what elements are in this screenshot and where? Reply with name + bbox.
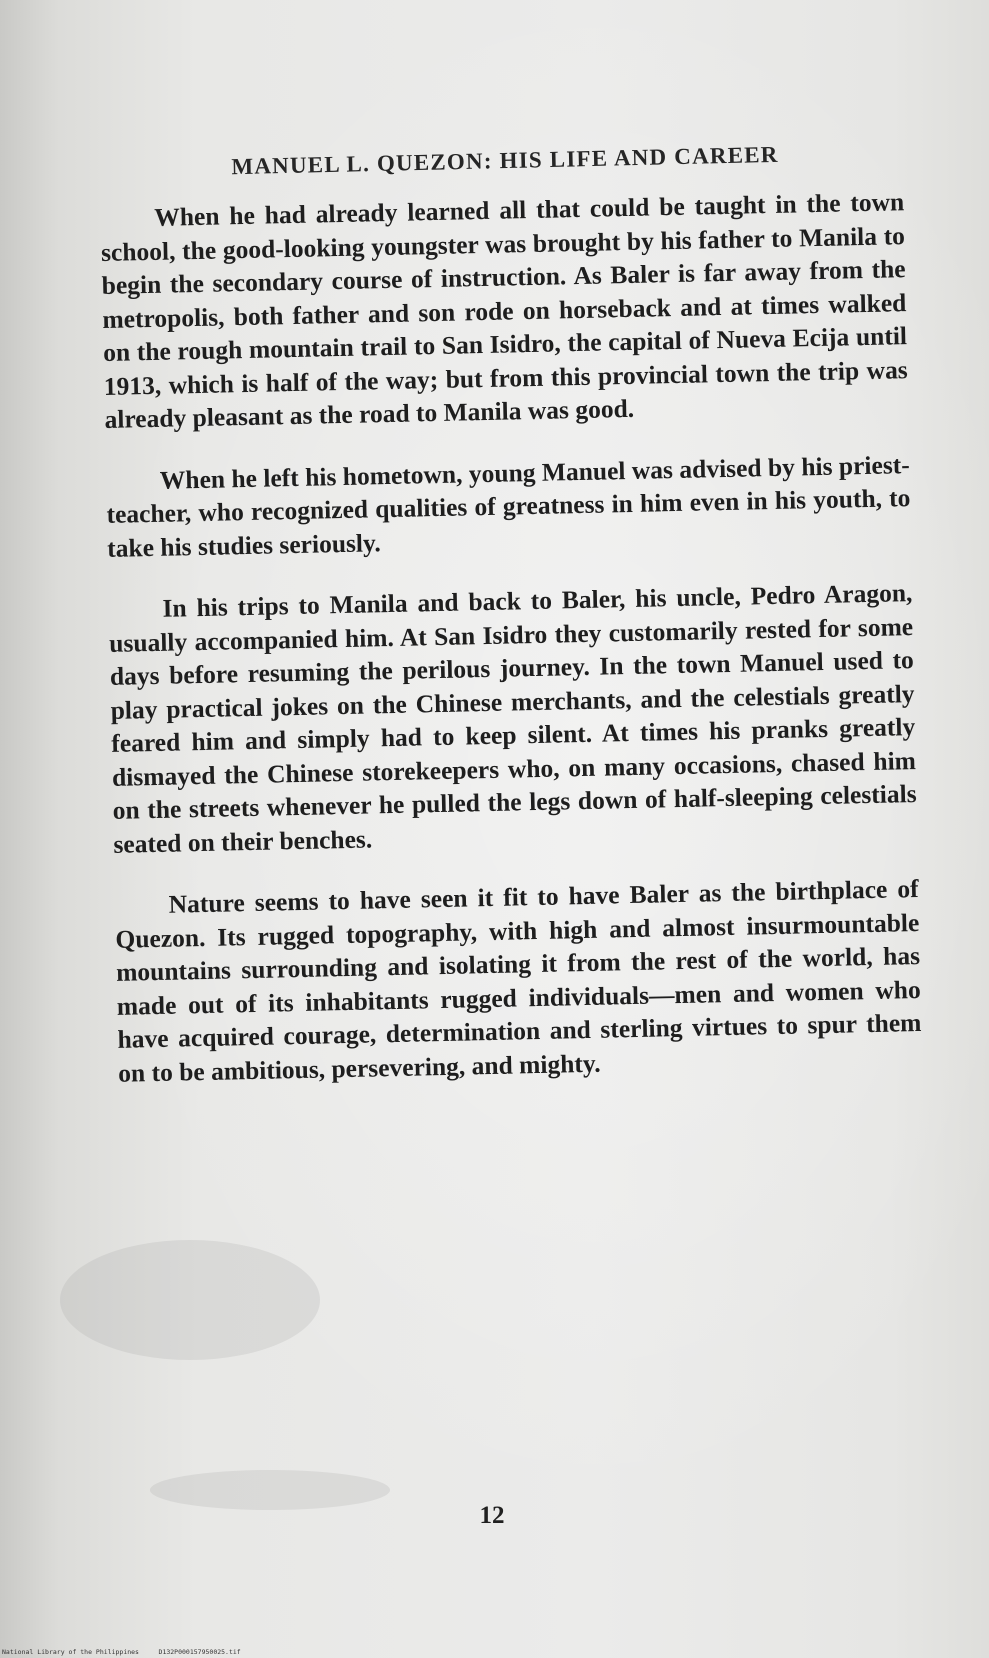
scan-smudge: [150, 1470, 390, 1510]
running-head: MANUEL L. QUEZON: HIS LIFE AND CAREER: [231, 141, 779, 180]
body-text: [100, 185, 923, 1118]
paragraph: In his trips to Manila and back to Baler, his uncle, Pedro Aragon, usually accompanied him. At San Isidro they customarily rested for some days before resuming the perilous journey. In the town Manuel used to play practical jokes on the Chinese merchants, and the celestials greatly feared him and simply had to keep silent. At times his pranks greatly dismayed the Chinese storekeepers who, on many occasions, chased him on the streets whenever he pulled the legs down of half-sleeping celestials seated on their benches.: [108, 578, 917, 859]
paragraph: Nature seems to have seen it fit to have Baler as the birthplace of Quezon. Its rugged topography, with high and almost insurmountable mountains surrounding and isolating it from the rest of the world, has made out of its inhabitants rugged individuals—men and women who have acquired courage, determination and sterling virtues to spur them on to be ambitious, persevering, and mighty.: [115, 874, 922, 1088]
scan-smudge: [60, 1240, 320, 1360]
archive-footer-label: National Library of the Philippines D132P000157950025.tif: [2, 1648, 241, 1656]
page-number: 12: [479, 1502, 505, 1529]
paragraph: When he had already learned all that could be taught in the town school, the good-looking youngster was brought by his father to Manila to begin the secondary course of instruction. As Baler is far away from the metropolis, both father and son rode on horseback and at times walked on the rough mountain trail to San Isidro, the capital of Nueva Ecija until 1913, which is half of the way; but from this provincial town the trip was already pleasant as the road to Manila was good.: [100, 187, 908, 434]
paragraph: When he left his hometown, young Manuel was advised by his priest-teacher, who recognized qualities of greatness in him even in his youth, to take his studies seriously.: [106, 449, 911, 563]
